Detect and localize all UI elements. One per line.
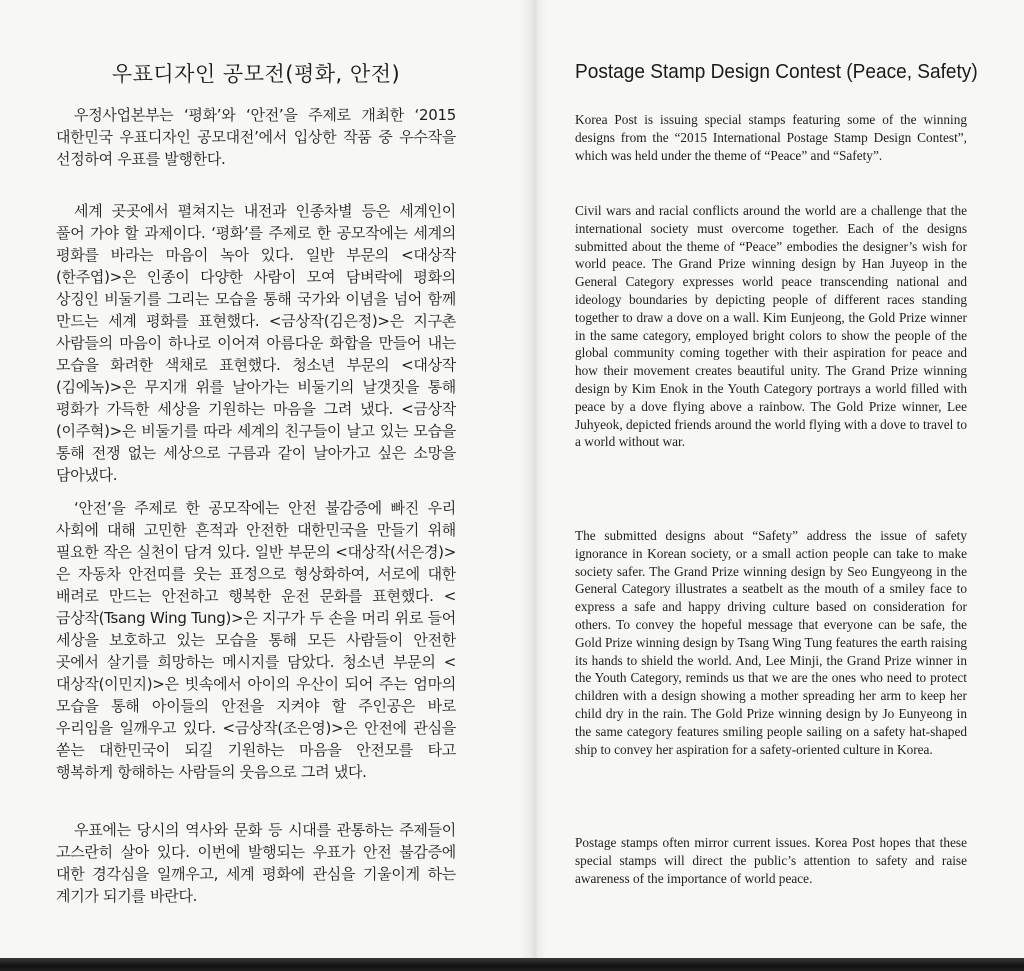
korean-paragraph-safety: ‘안전’을 주제로 한 공모작에는 안전 불감증에 빠진 우리 사회에 대해 고민한 흔적과 안전한 대한민국을 만들기 위해 필요한 작은 실천이 담겨 있다. 일반 부문의 <대상작(서은경)>은 자동차 안전띠를 웃는 표정으로 형상화하여, 서로에 대한 배려로 만드는 안전하고 행복한 운전 문화를 표현했다. <금상작(Tsang Wing Tung)>은 지구가 두 손을 머리 위로 들어 세상을 보호하고 있는 모습을 통해 모든 사람들이 안전한 곳에서 살기를 희망하는 메시지를 담았다. 청소년 부문의 <대상작(이민지)>은 빗속에서 아이의 우산이 되어 주는 엄마의 모습을 통해 아이들의 안전을 지켜야 할 주인공은 바로 우리임을 일깨우고 있다. <금상작(조은영)>은 안전에 관심을 쏟는 대한민국이 되길 기원하는 마음을 안전모를 타고 행복하게 항해하는 사람들의 웃음으로 그려 냈다. [56,499,456,781]
english-title: Postage Stamp Design Contest (Peace, Safety) [575,60,978,83]
korean-paragraph-peace: 세계 곳곳에서 펼쳐지는 내전과 인종차별 등은 세계인이 풀어 가야 할 과제이다. ‘평화’를 주제로 한 공모작에는 세계의 평화를 바라는 마음이 녹아 있다. 일반 부문의 <대상작(한주엽)>은 인종이 다양한 사람이 모여 담벼락에 평화의 상징인 비둘기를 그리는 모습을 통해 국가와 이념을 넘어 함께 만드는 세계 평화를 표현했다. <금상작(김은정)>은 지구촌 사람들의 마음이 하나로 이어져 아름다운 화합을 만들어 내는 모습을 화려한 색채로 표현했다. 청소년 부문의 <대상작(김에녹)>은 무지개 위를 날아가는 비둘기의 날갯짓을 통해 평화가 가득한 세상을 기원하는 마음을 그려 냈다. <금상작(이주혁)>은 비둘기를 따라 세계의 친구들이 날고 있는 모습을 통해 전쟁 없는 세상으로 구름과 같이 날아가고 싶은 소망을 담아냈다. [56,202,456,484]
english-paragraph-closing: Postage stamps often mirror current issues. Korea Post hopes that these special stamps will direct the public’s attention to safety and raise awareness of the importance of world peace. [575,835,967,886]
korean-title: 우표디자인 공모전(평화, 안전) [111,62,401,86]
scan-bottom-edge [0,958,1024,971]
korean-paragraph-intro: 우정사업본부는 ‘평화’와 ‘안전’을 주제로 개최한 ‘2015 대한민국 우표디자인 공모대전’에서 입상한 작품 중 우수작을 선정하여 우표를 발행한다. [56,106,456,168]
english-paragraph-peace: Civil wars and racial conflicts around the world are a challenge that the international society must overcome together. Each of the designs submitted about the theme of “Peace” embodies the designer’s wish for world peace. The Grand Prize winning design by Han Juyeop in the General Category expresses world peace transcending national and ideology boundaries by depicting people of different races standing together to draw a dove on a wall. Kim Eunjeong, the Gold Prize winner in the same category, employed bright colors to show the people of the global community coming together with their aspiration for peace and how their movement creates beautiful unity. The Grand Prize winning design by Kim Enok in the Youth Category portrays a world filled with peace by a dove flying above a rainbow. The Gold Prize winner, Lee Juhyeok, depicted friends around the world flying with a dove to travel to a world without war. [575,203,967,450]
english-paragraph-intro: Korea Post is issuing special stamps featuring some of the winning designs from the “2015 International Postage Stamp Design Contest”, which was held under the theme of “Peace” and “Safety”. [575,112,967,163]
page-fold-shadow [520,0,546,960]
english-paragraph-safety: The submitted designs about “Safety” address the issue of safety ignorance in Korean society, or a small action people can take to make society safer. The Grand Prize winning design by Seo Eungyeong in the General Category illustrates a seatbelt as the mouth of a smiley face to express a safe and happy driving culture based on consideration for others. To convey the hopeful message that everyone can be safe, the Gold Prize winning design by Tsang Wing Tung features the earth raising its hands to shield the world. And, Lee Minji, the Grand Prize winner in the Youth Category, reminds us that we are the ones who need to protect children with a design showing a mother spreading her arm to keep her child dry in the rain. The Gold Prize winning design by Jo Eunyeong in the same category features smiling people sailing on a safety hat-shaped ship to convey her aspiration for a safety-oriented culture in Korea. [575,528,967,757]
korean-paragraph-closing: 우표에는 당시의 역사와 문화 등 시대를 관통하는 주제들이 고스란히 살아 있다. 이번에 발행되는 우표가 안전 불감증에 대한 경각심을 일깨우고, 세계 평화에 관심을 기울이게 하는 계기가 되기를 바란다. [56,821,456,905]
